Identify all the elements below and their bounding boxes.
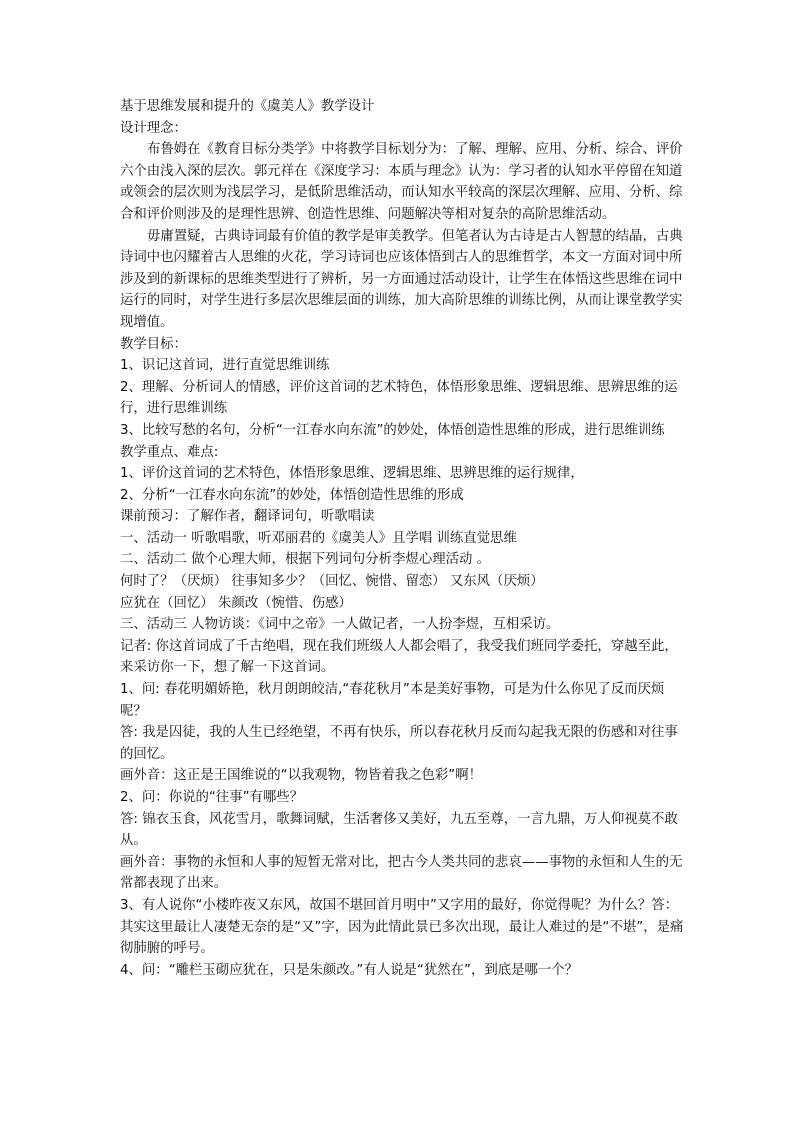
paragraph: 答: 锦衣玉食，风花雪月，歌舞词赋，生活奢侈又美好，九五至尊，一言九鼎，万人仰视莫不敢从。: [120, 811, 678, 849]
paragraph: 布鲁姆在《教育目标分类学》中将教学目标划分为：了解、理解、应用、分析、综合、评价六个由浅入深的层次。郭元祥在《深度学习：本质与理念》认为：学习者的认知水平停留在知道或领会的层次则为浅层学习，是低阶思维活动，而认知水平较高的深层次理解、应用、分析、综合和评价则涉及的是理性思辨、创造性思维、问题解决等相对复杂的高阶思维活动。: [120, 142, 683, 222]
paragraph: 记者: 你这首词成了千古绝唱，现在我们班级人人都会唱了，我受我们班同学委托，穿越至此，来采访你一下，想了解一下这首词。: [120, 638, 678, 676]
paragraph: 毋庸置疑，古典诗词最有价值的教学是审美教学。但笔者认为古诗是古人智慧的结晶，古典诗词中也闪耀着古人思维的火花，学习诗词也应该体悟到古人的思维哲学，本文一方面对词中所涉及到的新课标的思维类型进行了辨析，另一方面通过活动设计，让学生在体悟这些思维在词中运行的同时，对学生进行多层次思维层面的训练，加大高阶思维的训练比例，从而让课堂教学实现增值。: [120, 228, 683, 330]
paragraph: 画外音：这正是王国维说的“以我观物，物皆着我之色彩”啊！: [120, 768, 483, 784]
paragraph: 1、问: 春花明媚娇艳，秋月朗朗皎洁,“春花秋月”本是美好事物，可是为什么你见了反而厌烦呢？: [120, 682, 665, 719]
paragraph: 3、比较写愁的名句，分析“一江春水向东流”的妙处，体悟创造性思维的形成，进行思维训练: [120, 422, 665, 438]
paragraph: 2、理解、分析词人的情感，评价这首词的艺术特色，体悟形象思维、逻辑思维、思辨思维的运行，进行思维训练: [120, 379, 678, 417]
paragraph: 2、问：你说的“往事”有哪些？: [120, 790, 304, 805]
paragraph: 二、活动二 做个心理大师，根据下列词句分析李煜心理活动 。: [120, 552, 491, 568]
paragraph: 画外音：事物的永恒和人事的短暂无常对比，把古今人类共同的悲哀——事物的永恒和人生的无常都表现了出来。: [120, 854, 683, 892]
paragraph: 何时了？（厌烦） 往事知多少？（回忆、惋惜、留恋） 又东风（厌烦）: [120, 574, 544, 590]
paragraph: 课前预习：了解作者，翻译词句，听歌唱读: [120, 509, 375, 525]
paragraph: 一、活动一 听歌唱歌，听邓丽君的《虞美人》且学唱 训练直觉思维: [120, 530, 517, 546]
paragraph: 教学重点、难点:: [120, 444, 219, 460]
paragraph: 教学目标：: [120, 336, 187, 352]
paragraph: 4、问：“雕栏玉砌应犹在，只是朱颜改。”有人说是“犹然在”，到底是哪一个？: [120, 962, 579, 978]
paragraph: 3、有人说你“小楼昨夜又东风，故国不堪回首月明中”又字用的最好，你觉得呢？为什么？答：其实这里最让人凄楚无奈的是“又”字，因为此情此景已多次出现，最让人难过的是“不堪”，是痛彻肺腑的呼号。: [120, 897, 684, 957]
paragraph: 三、活动三 人物访谈：《词中之帝》一人做记者，一人扮李煜，互相采访。: [120, 617, 560, 633]
paragraph: 2、分析“一江春水向东流”的妙处，体悟创造性思维的形成: [120, 487, 464, 503]
paragraph: 1、识记这首词，进行直觉思维训练: [120, 358, 330, 374]
document-body: [120, 96, 686, 981]
paragraph: 应犹在（回忆） 朱颜改（惋惜、伤感）: [120, 595, 352, 611]
document-paragraphs: [120, 118, 686, 982]
paragraph: 1、评价这首词的艺术特色，体悟形象思维、逻辑思维、思辨思维的运行规律，: [120, 466, 584, 482]
paragraph: 答: 我是囚徒，我的人生已经绝望，不再有快乐，所以春花秋月反而勾起我无限的伤感和对往事的回忆。: [120, 725, 678, 762]
document-title: 基于思维发展和提升的《虞美人》教学设计: [120, 99, 375, 114]
paragraph: 设计理念：: [120, 120, 187, 136]
